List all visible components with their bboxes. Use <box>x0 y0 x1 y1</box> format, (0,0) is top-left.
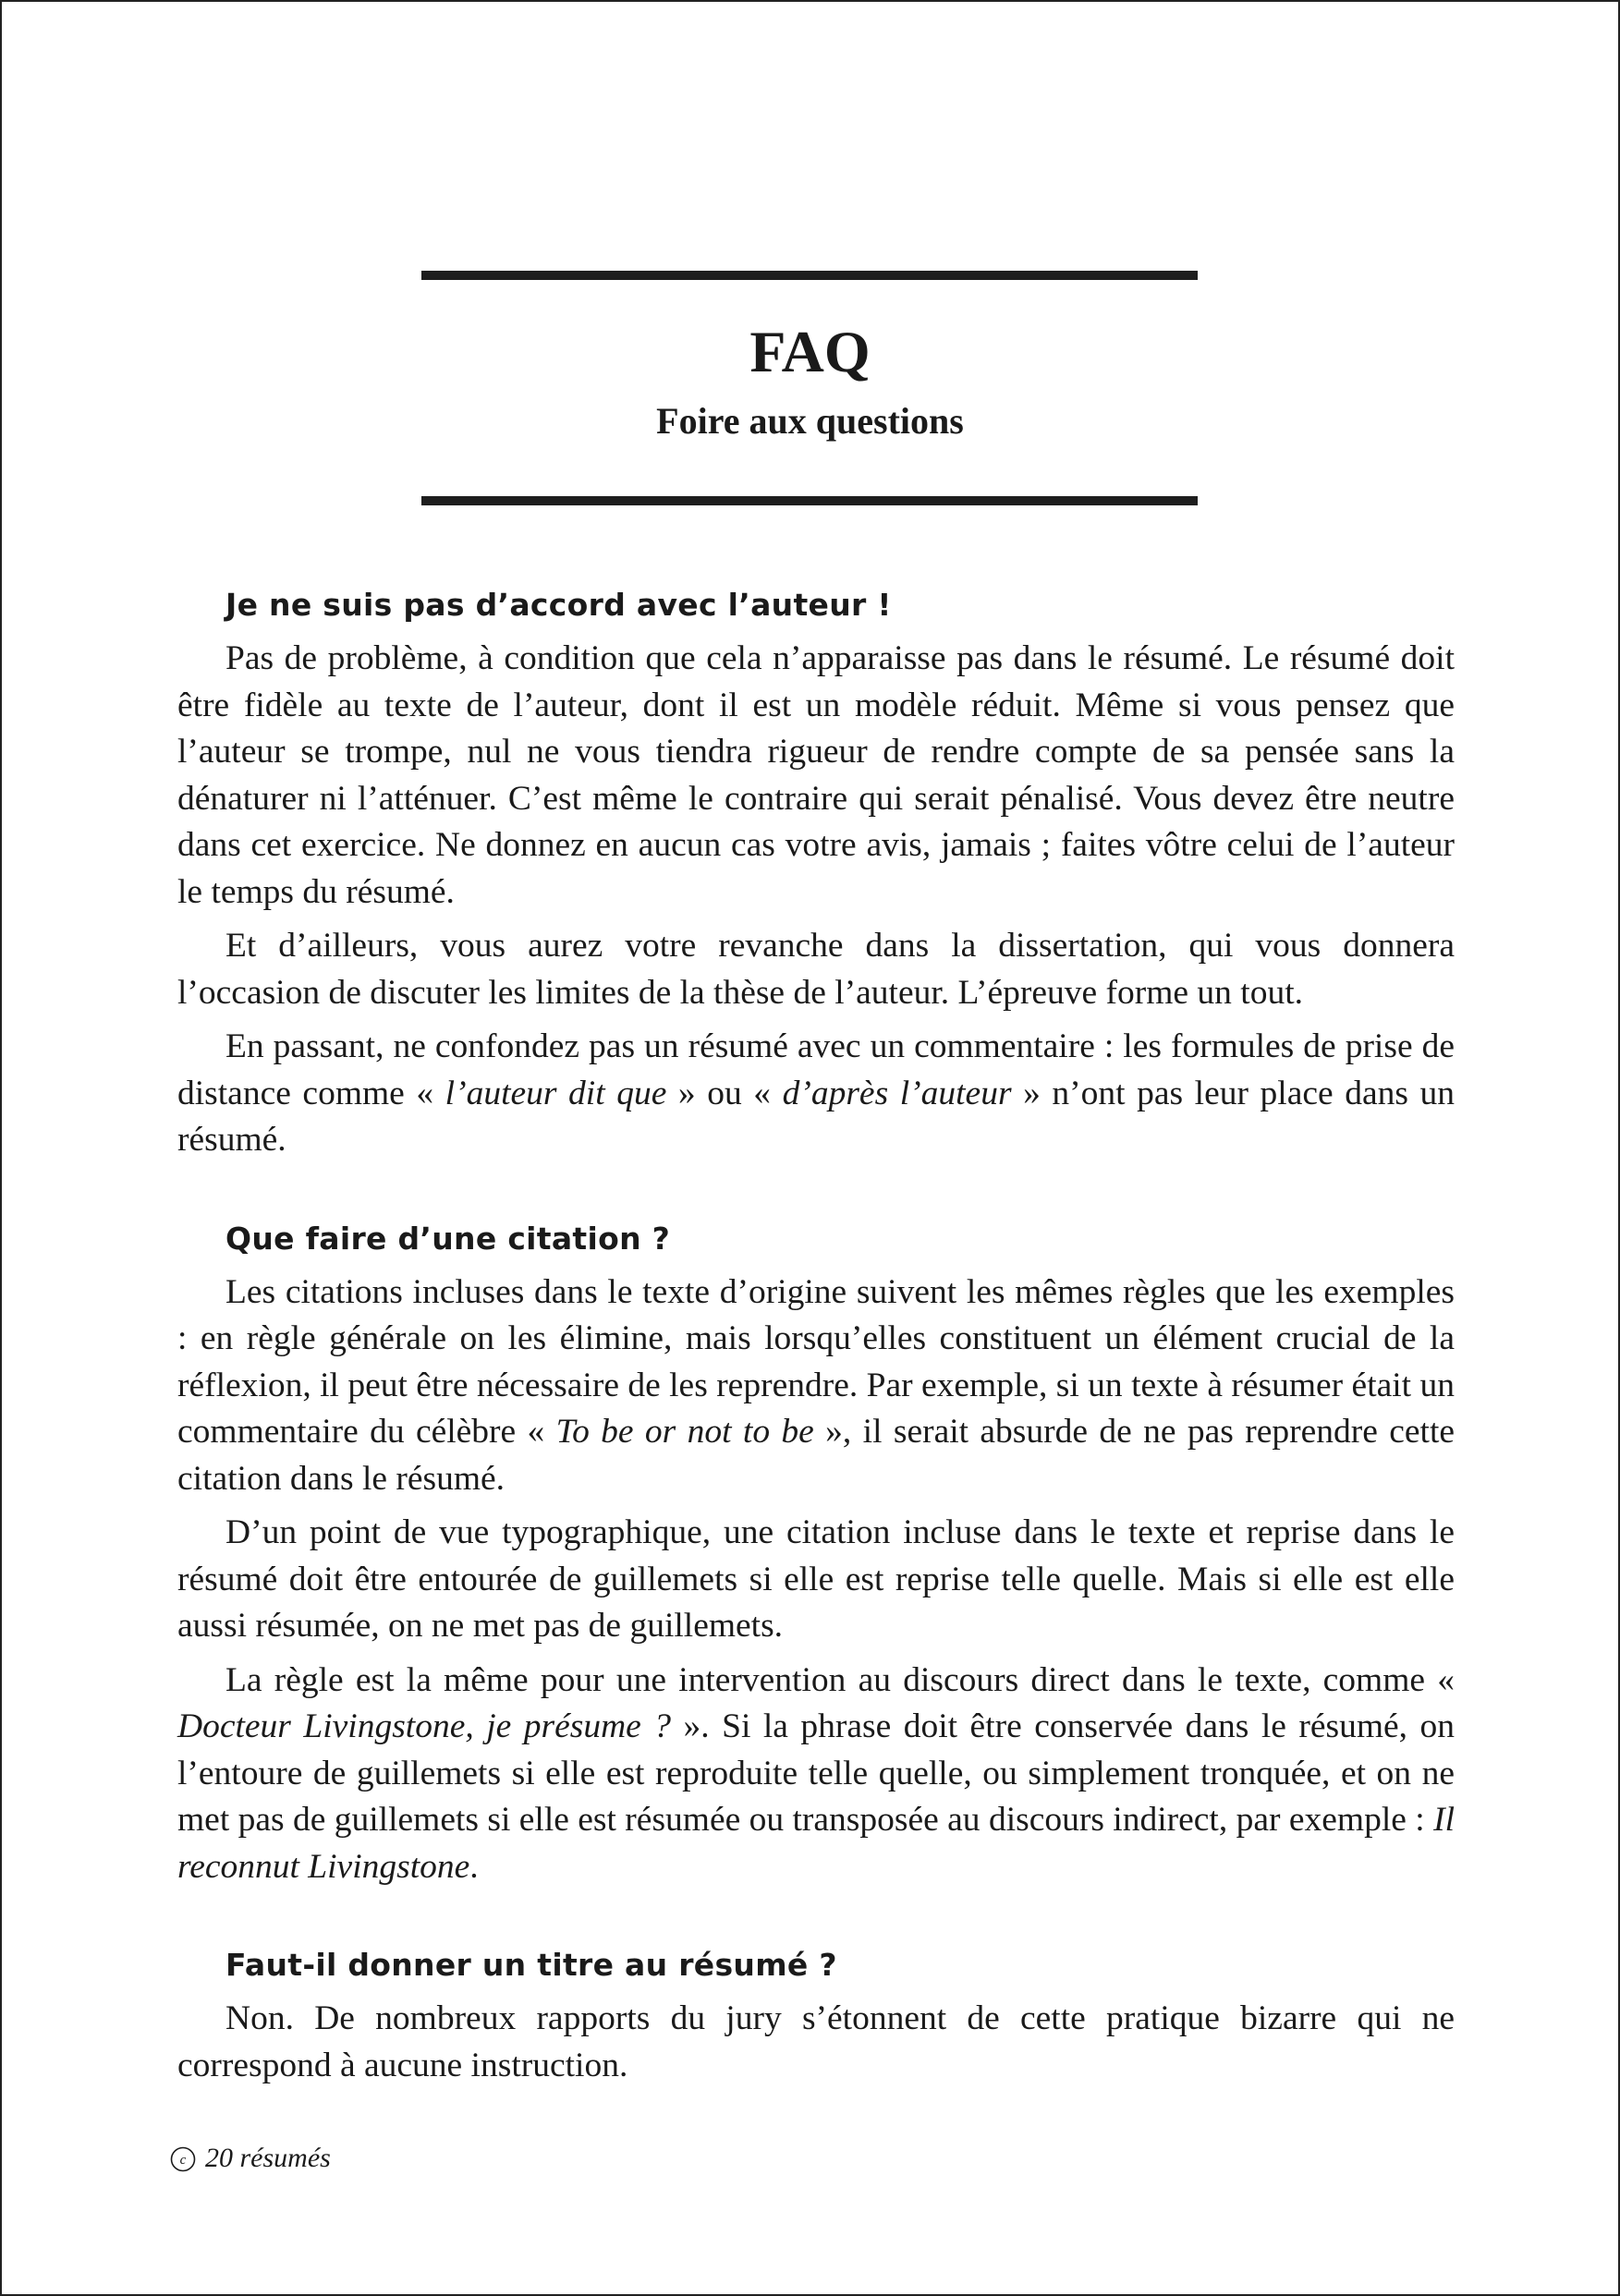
answer-paragraph <box>177 1658 1455 1891</box>
answer-paragraph <box>177 1024 1455 1164</box>
faq-section-disagree <box>177 582 1455 1164</box>
title-rule-top <box>421 271 1198 280</box>
text-run: » n’ont pas leur place dans un résumé. <box>177 1074 1455 1159</box>
italic-example: Il reconnut Livingstone <box>177 1801 1455 1886</box>
italic-quote: d’après l’auteur <box>782 1074 1012 1112</box>
text-run: ». Si la phrase doit être conservée dans le résumé, on l’entoure de guillemets si elle est reproduite telle quelle, ou simplement tronquée, et on ne met pas de guillemets si elle est résumée ou transposée au discours indirect, par exemple : <box>177 1707 1455 1839</box>
page-title: FAQ <box>749 319 871 384</box>
faq-question-heading: Je ne suis pas d’accord avec l’auteur ! <box>225 587 892 623</box>
faq-section-citation <box>177 1216 1455 1891</box>
faq-content <box>177 582 1455 2141</box>
text-run: La règle est la même pour une intervention au discours direct dans le texte, comme « <box>225 1660 1455 1699</box>
footer-label: 20 résumés <box>205 2143 331 2173</box>
page-footer <box>170 2140 331 2177</box>
answer-paragraph: Et d’ailleurs, vous aurez votre revanche dans la dissertation, qui vous donnera l’occasion de discuter les limites de la thèse de l’auteur. L’épreuve forme un tout. <box>177 927 1455 1012</box>
italic-quote: l’auteur dit que <box>445 1074 667 1112</box>
italic-quote: To be or not to be <box>555 1413 814 1451</box>
italic-quote: Docteur Livingstone, je présume ? <box>177 1707 672 1745</box>
faq-section-title <box>177 1942 1455 2089</box>
text-run: » ou « <box>666 1074 783 1112</box>
copyright-icon <box>170 2145 196 2171</box>
faq-question-heading: Que faire d’une citation ? <box>225 1220 671 1257</box>
title-rule-bottom <box>421 496 1198 505</box>
answer-paragraph <box>177 1269 1455 1503</box>
answer-paragraph: Non. De nombreux rapports du jury s’étonnent de cette pratique bizarre qui ne correspond à aucune instruction. <box>177 1999 1455 2084</box>
answer-paragraph: Pas de problème, à condition que cela n’apparaisse pas dans le résumé. Le résumé doit être fidèle au texte de l’auteur, dont il est un modèle réduit. Même si vous pensez que l’auteur se trompe, nul ne vous tiendra rigueur de rendre compte de sa pensée sans la dénaturer ni l’atténuer. C’est même le contraire qui serait pénalisé. Vous devez être neutre dans cet exercice. Ne donnez en aucun cas votre avis, jamais ; faites vôtre celui de l’auteur le temps du résumé. <box>177 639 1455 911</box>
text-run: En passant, ne confondez pas un résumé avec un commentaire : les formules de prise de distance comme « <box>177 1027 1455 1112</box>
page-subtitle: Foire aux questions <box>656 400 964 442</box>
text-run: Les citations incluses dans le texte d’origine suivent les mêmes règles que les exemples : en règle générale on les élimine, mais lorsqu’elles constituent un élément crucial de la réflexion, il peut être nécessaire de les reprendre. Par exemple, si un texte à résumer était un commentaire du célèbre « <box>177 1272 1455 1451</box>
text-run: . <box>469 1847 479 1886</box>
svg-text:c: c <box>179 2153 187 2168</box>
text-run: », il serait absurde de ne pas reprendre cette citation dans le résumé. <box>177 1413 1456 1498</box>
answer-paragraph: D’un point de vue typographique, une citation incluse dans le texte et reprise dans le résumé doit être entourée de guillemets si elle est reprise telle quelle. Mais si elle est elle aussi résumée, on ne met pas de guillemets. <box>177 1513 1455 1645</box>
faq-question-heading: Faut-il donner un titre au résumé ? <box>225 1947 837 1983</box>
